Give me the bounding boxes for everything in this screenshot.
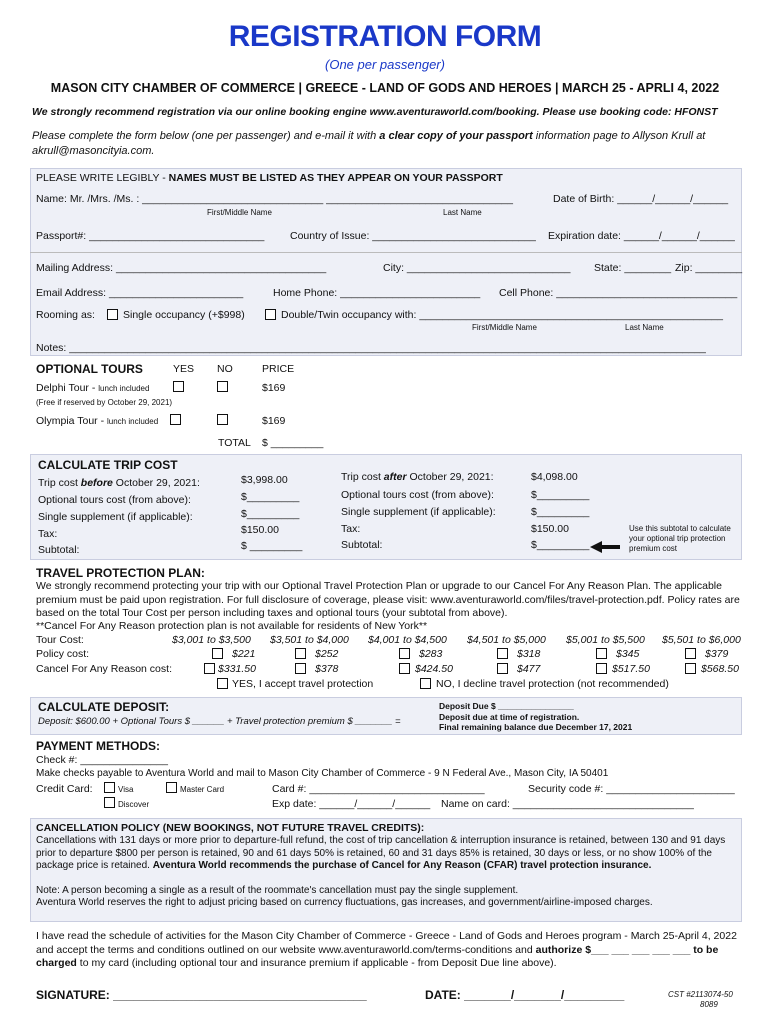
- security-code-field[interactable]: Security code #: ______________________: [528, 783, 735, 795]
- no-header: NO: [217, 363, 233, 375]
- form-code: 8089: [700, 1000, 718, 1009]
- olympia-name: Olympia Tour -: [36, 415, 107, 427]
- cancellation-text-a: Cancellations with 131 days or more prior to departure-full refund, the cost of trip cancellation & interruption insurance is retained, between 130 and 91 days prior to departure $800 per person is retained, 90 and 61 days 50% is retained, 60 and 31 days 85% is retained, 30 days or less, or no show 100% of the package price is retained.: [36, 835, 726, 871]
- agreement-text-b[interactable]: authorize $___ ___ ___ ___ ___ to be charged: [36, 943, 719, 969]
- range-6: $5,501 to $6,000: [662, 634, 741, 646]
- before-value: $3,998.00: [241, 474, 288, 486]
- after-tax-label: Tax:: [341, 523, 361, 535]
- decline-protection-checkbox[interactable]: [420, 678, 431, 689]
- delphi-price: $169: [262, 382, 286, 394]
- accept-protection-checkbox[interactable]: [217, 678, 228, 689]
- passport-field[interactable]: Passport#: ______________________________: [36, 230, 265, 242]
- range-1: $3,001 to $3,500: [172, 634, 251, 646]
- legibly-text: PLEASE WRITE LEGIBLY -: [36, 172, 169, 184]
- cfar-price-1: $331.50: [218, 663, 256, 675]
- cfar-price-6: $568.50: [701, 663, 739, 675]
- olympia-yes-checkbox[interactable]: [170, 414, 181, 425]
- instructions: [32, 129, 744, 159]
- policy-price-6: $379: [705, 648, 729, 660]
- cfar-checkbox-2[interactable]: [295, 663, 306, 674]
- before-text-a: Trip cost: [38, 477, 81, 489]
- after-single-label: Single supplement (if applicable):: [341, 506, 496, 518]
- policy-checkbox-5[interactable]: [596, 648, 607, 659]
- booking-recommendation: We strongly recommend registration via our online booking engine www.aventuraworld.com/booking. Please use booking code: HFONST: [32, 106, 718, 118]
- after-optional-field[interactable]: $_________: [531, 489, 590, 501]
- single-occupancy-label: Single occupancy (+$998): [123, 309, 245, 321]
- exp-date-field[interactable]: Exp date: ______/______/______: [272, 798, 431, 810]
- optional-cost-label: Optional tours cost (from above):: [38, 494, 191, 506]
- deposit-due-field[interactable]: Deposit Due $ ________________: [439, 701, 574, 711]
- olympia-tour-label: [36, 415, 158, 427]
- policy-price-2: $252: [315, 648, 339, 660]
- legibly-note: [36, 172, 503, 184]
- deposit-due-text: Deposit due at time of registration.: [439, 712, 580, 722]
- policy-checkbox-2[interactable]: [295, 648, 306, 659]
- deposit-heading: CALCULATE DEPOSIT:: [38, 700, 170, 714]
- discover-label: Discover: [118, 800, 150, 809]
- expiration-field[interactable]: Expiration date: ______/______/______: [548, 230, 735, 242]
- protection-text: We strongly recommend protecting your trip with our Optional Travel Protection Plan or upgrade to our Cancel For Any Reason Plan. The applicable premium must be paid upon registration. For full disclosure of coverage, please visit: www.aventuraworld.com/files/travel-protection.pdf. Policy rates are based on the total Tour Cost per person including taxes and optional tours (your subtotal from above).: [36, 580, 740, 619]
- trip-cost-after-label: [341, 471, 494, 483]
- before-text-b: before: [80, 477, 113, 489]
- state-field[interactable]: State: ________: [594, 262, 672, 274]
- delphi-lunch: lunch included: [98, 384, 150, 393]
- after-tax-value: $150.00: [531, 523, 569, 535]
- instr-text-a: Please complete the form below (one per passenger) and e-mail it with: [32, 130, 380, 142]
- double-occupancy-field[interactable]: Double/Twin occupancy with: ____________________________________________________: [281, 309, 723, 321]
- cfar-checkbox-5[interactable]: [596, 663, 607, 674]
- mastercard-checkbox[interactable]: [166, 782, 177, 793]
- mastercard-label: Master Card: [180, 785, 225, 794]
- agreement-text-c: to my card (including optional tour and insurance premium if applicable - from Deposit Due line above).: [76, 957, 557, 969]
- credit-card-label: Credit Card:: [36, 783, 93, 795]
- before-subtotal-field[interactable]: $ _________: [241, 540, 303, 552]
- total-label: TOTAL: [218, 437, 251, 449]
- mailing-field[interactable]: Mailing Address: ____________________________________: [36, 262, 327, 274]
- cancellation-heading: CANCELLATION POLICY (NEW BOOKINGS, NOT FUTURE TRAVEL CREDITS):: [36, 822, 425, 834]
- after-optional-label: Optional tours cost (from above):: [341, 489, 494, 501]
- left-arrow-icon: [590, 541, 620, 553]
- after-subtotal-label: Subtotal:: [341, 539, 383, 551]
- agreement-text-a: I have read the schedule of activities for the Mason City Chamber of Commerce - Greece - Land of Gods and Heroes program - March 25-April 4, 2022 and accept the terms and conditions outlined on our website www.aventuraworld.com/terms-conditions and: [36, 930, 737, 956]
- policy-price-5: $345: [616, 648, 640, 660]
- cfar-checkbox-3[interactable]: [399, 663, 410, 674]
- after-text-a: Trip cost: [341, 471, 384, 483]
- before-single-field[interactable]: $_________: [241, 508, 300, 520]
- single-occupancy-checkbox[interactable]: [107, 309, 118, 320]
- before-text-c: October 29, 2021:: [112, 477, 200, 489]
- range-3: $4,001 to $4,500: [368, 634, 447, 646]
- delphi-name: Delphi Tour -: [36, 382, 99, 394]
- home-phone-field[interactable]: Home Phone: ________________________: [273, 287, 481, 299]
- divider: [30, 252, 742, 253]
- policy-price-3: $283: [419, 648, 443, 660]
- policy-checkbox-3[interactable]: [399, 648, 410, 659]
- after-text-c: October 29, 2021:: [406, 471, 494, 483]
- discover-checkbox[interactable]: [104, 797, 115, 808]
- zip-field[interactable]: Zip: ________: [675, 262, 743, 274]
- country-field[interactable]: Country of Issue: ____________________________: [290, 230, 536, 242]
- instr-text-b: a clear copy of your passport: [379, 130, 533, 142]
- cst-number: CST #2113074-50: [668, 990, 733, 999]
- subtotal-label: Subtotal:: [38, 544, 80, 556]
- notes-field[interactable]: Notes: _____________________________________________________________________________________________________________: [36, 342, 706, 354]
- delphi-tour-label: [36, 382, 149, 394]
- cfar-note: **Cancel For Any Reason protection plan is not available for residents of New York**: [36, 620, 428, 632]
- optional-tours-heading: OPTIONAL TOURS: [36, 362, 143, 376]
- first-middle-caption: First/Middle Name: [207, 208, 272, 217]
- range-5: $5,001 to $5,500: [566, 634, 645, 646]
- date-field[interactable]: DATE: _______/_______/_________: [425, 988, 625, 1002]
- price-header: PRICE: [262, 363, 295, 375]
- policy-price-1: $221: [232, 648, 256, 660]
- last-name-caption: Last Name: [443, 208, 482, 217]
- check-field[interactable]: Check #: _______________: [36, 754, 168, 766]
- payment-heading: PAYMENT METHODS:: [36, 739, 161, 753]
- first-middle-caption-2: First/Middle Name: [472, 323, 537, 332]
- olympia-lunch: lunch included: [107, 417, 159, 426]
- after-single-field[interactable]: $_________: [531, 506, 590, 518]
- signature-field[interactable]: SIGNATURE: ______________________________________: [36, 988, 367, 1002]
- names-note: NAMES MUST BE LISTED AS THEY APPEAR ON YOUR PASSPORT: [168, 172, 503, 184]
- agreement-text: [36, 930, 744, 971]
- policy-checkbox-6[interactable]: [685, 648, 696, 659]
- before-optional-field[interactable]: $_________: [241, 491, 300, 503]
- delphi-yes-checkbox[interactable]: [173, 381, 184, 392]
- total-field[interactable]: $ _________: [262, 437, 324, 449]
- after-value: $4,098.00: [531, 471, 578, 483]
- protection-heading: TRAVEL PROTECTION PLAN:: [36, 566, 205, 580]
- trip-cost-heading: CALCULATE TRIP COST: [38, 458, 178, 472]
- visa-checkbox[interactable]: [104, 782, 115, 793]
- cfar-checkbox-6[interactable]: [685, 663, 696, 674]
- name-on-card-field[interactable]: Name on card: _______________________________: [441, 798, 694, 810]
- cfar-price-5: $517.50: [612, 663, 650, 675]
- cancellation-reserve: Aventura World reserves the right to adjust pricing based on currency fluctuations, gas increases, and government/airline-imposed charges.: [36, 897, 653, 908]
- final-balance: Final remaining balance due December 17, 2021: [439, 722, 633, 732]
- form-subtitle: (One per passenger): [325, 57, 445, 72]
- olympia-no-checkbox[interactable]: [217, 414, 228, 425]
- name-field[interactable]: Name: Mr. /Mrs. /Ms. : _______________________________ ________________________________: [36, 193, 513, 205]
- tour-cost-label: Tour Cost:: [36, 634, 84, 646]
- cfar-price-3: $424.50: [415, 663, 453, 675]
- cancellation-text-b: Aventura World recommends the purchase of Cancel for Any Reason (CFAR) travel protection insurance.: [152, 860, 652, 871]
- policy-cost-label: Policy cost:: [36, 648, 90, 660]
- cancellation-text: [36, 835, 744, 873]
- cfar-cost-label: Cancel For Any Reason cost:: [36, 663, 172, 675]
- form-title: REGISTRATION FORM: [228, 20, 542, 53]
- subtotal-note: Use this subtotal to calculate your optional trip protection premium cost: [629, 524, 731, 553]
- cell-phone-field[interactable]: Cell Phone: _______________________________: [499, 287, 738, 299]
- after-subtotal-field[interactable]: $_________: [531, 539, 590, 551]
- rooming-label: Rooming as:: [36, 309, 95, 321]
- after-text-b: after: [383, 471, 407, 483]
- policy-checkbox-1[interactable]: [212, 648, 223, 659]
- event-line: MASON CITY CHAMBER OF COMMERCE | GREECE - LAND OF GODS AND HEROES | MARCH 25 - APRLI 4, 2022: [50, 81, 720, 95]
- delphi-note: (Free if reserved by October 29, 2021): [36, 398, 173, 407]
- city-field[interactable]: City: ____________________________: [383, 262, 571, 274]
- trip-cost-before-label: [38, 477, 200, 489]
- cfar-price-2: $378: [315, 663, 339, 675]
- card-number-field[interactable]: Card #: ______________________________: [272, 783, 485, 795]
- dob-field[interactable]: Date of Birth: ______/______/______: [553, 193, 729, 205]
- policy-price-4: $318: [517, 648, 541, 660]
- email-field[interactable]: Email Address: _______________________: [36, 287, 244, 299]
- double-occupancy-checkbox[interactable]: [265, 309, 276, 320]
- delphi-no-checkbox[interactable]: [217, 381, 228, 392]
- accept-protection-label: YES, I accept travel protection: [232, 678, 374, 690]
- range-2: $3,501 to $4,000: [270, 634, 349, 646]
- olympia-price: $169: [262, 415, 286, 427]
- checks-payable-note: Make checks payable to Aventura World and mail to Mason City Chamber of Commerce - 9 N Federal Ave., Mason City, IA 50401: [36, 768, 609, 779]
- policy-checkbox-4[interactable]: [497, 648, 508, 659]
- cfar-checkbox-4[interactable]: [497, 663, 508, 674]
- cfar-checkbox-1[interactable]: [204, 663, 215, 674]
- tax-label: Tax:: [38, 528, 58, 540]
- last-name-caption-2: Last Name: [625, 323, 664, 332]
- single-supplement-label: Single supplement (if applicable):: [38, 511, 193, 523]
- before-tax-value: $150.00: [241, 524, 279, 536]
- instr-text-c: information page to Allyson Krull at akrull@masoncityia.com.: [32, 130, 706, 157]
- cfar-price-4: $477: [517, 663, 541, 675]
- deposit-formula[interactable]: Deposit: $600.00 + Optional Tours $ ______ + Travel protection premium $ _______ =: [38, 716, 401, 727]
- yes-header: YES: [173, 363, 195, 375]
- range-4: $4,501 to $5,000: [467, 634, 546, 646]
- decline-protection-label: NO, I decline travel protection (not recommended): [436, 678, 669, 690]
- cancellation-note: Note: A person becoming a single as a result of the roommate's cancellation must pay the single supplement.: [36, 885, 519, 896]
- visa-label: Visa: [118, 785, 134, 794]
